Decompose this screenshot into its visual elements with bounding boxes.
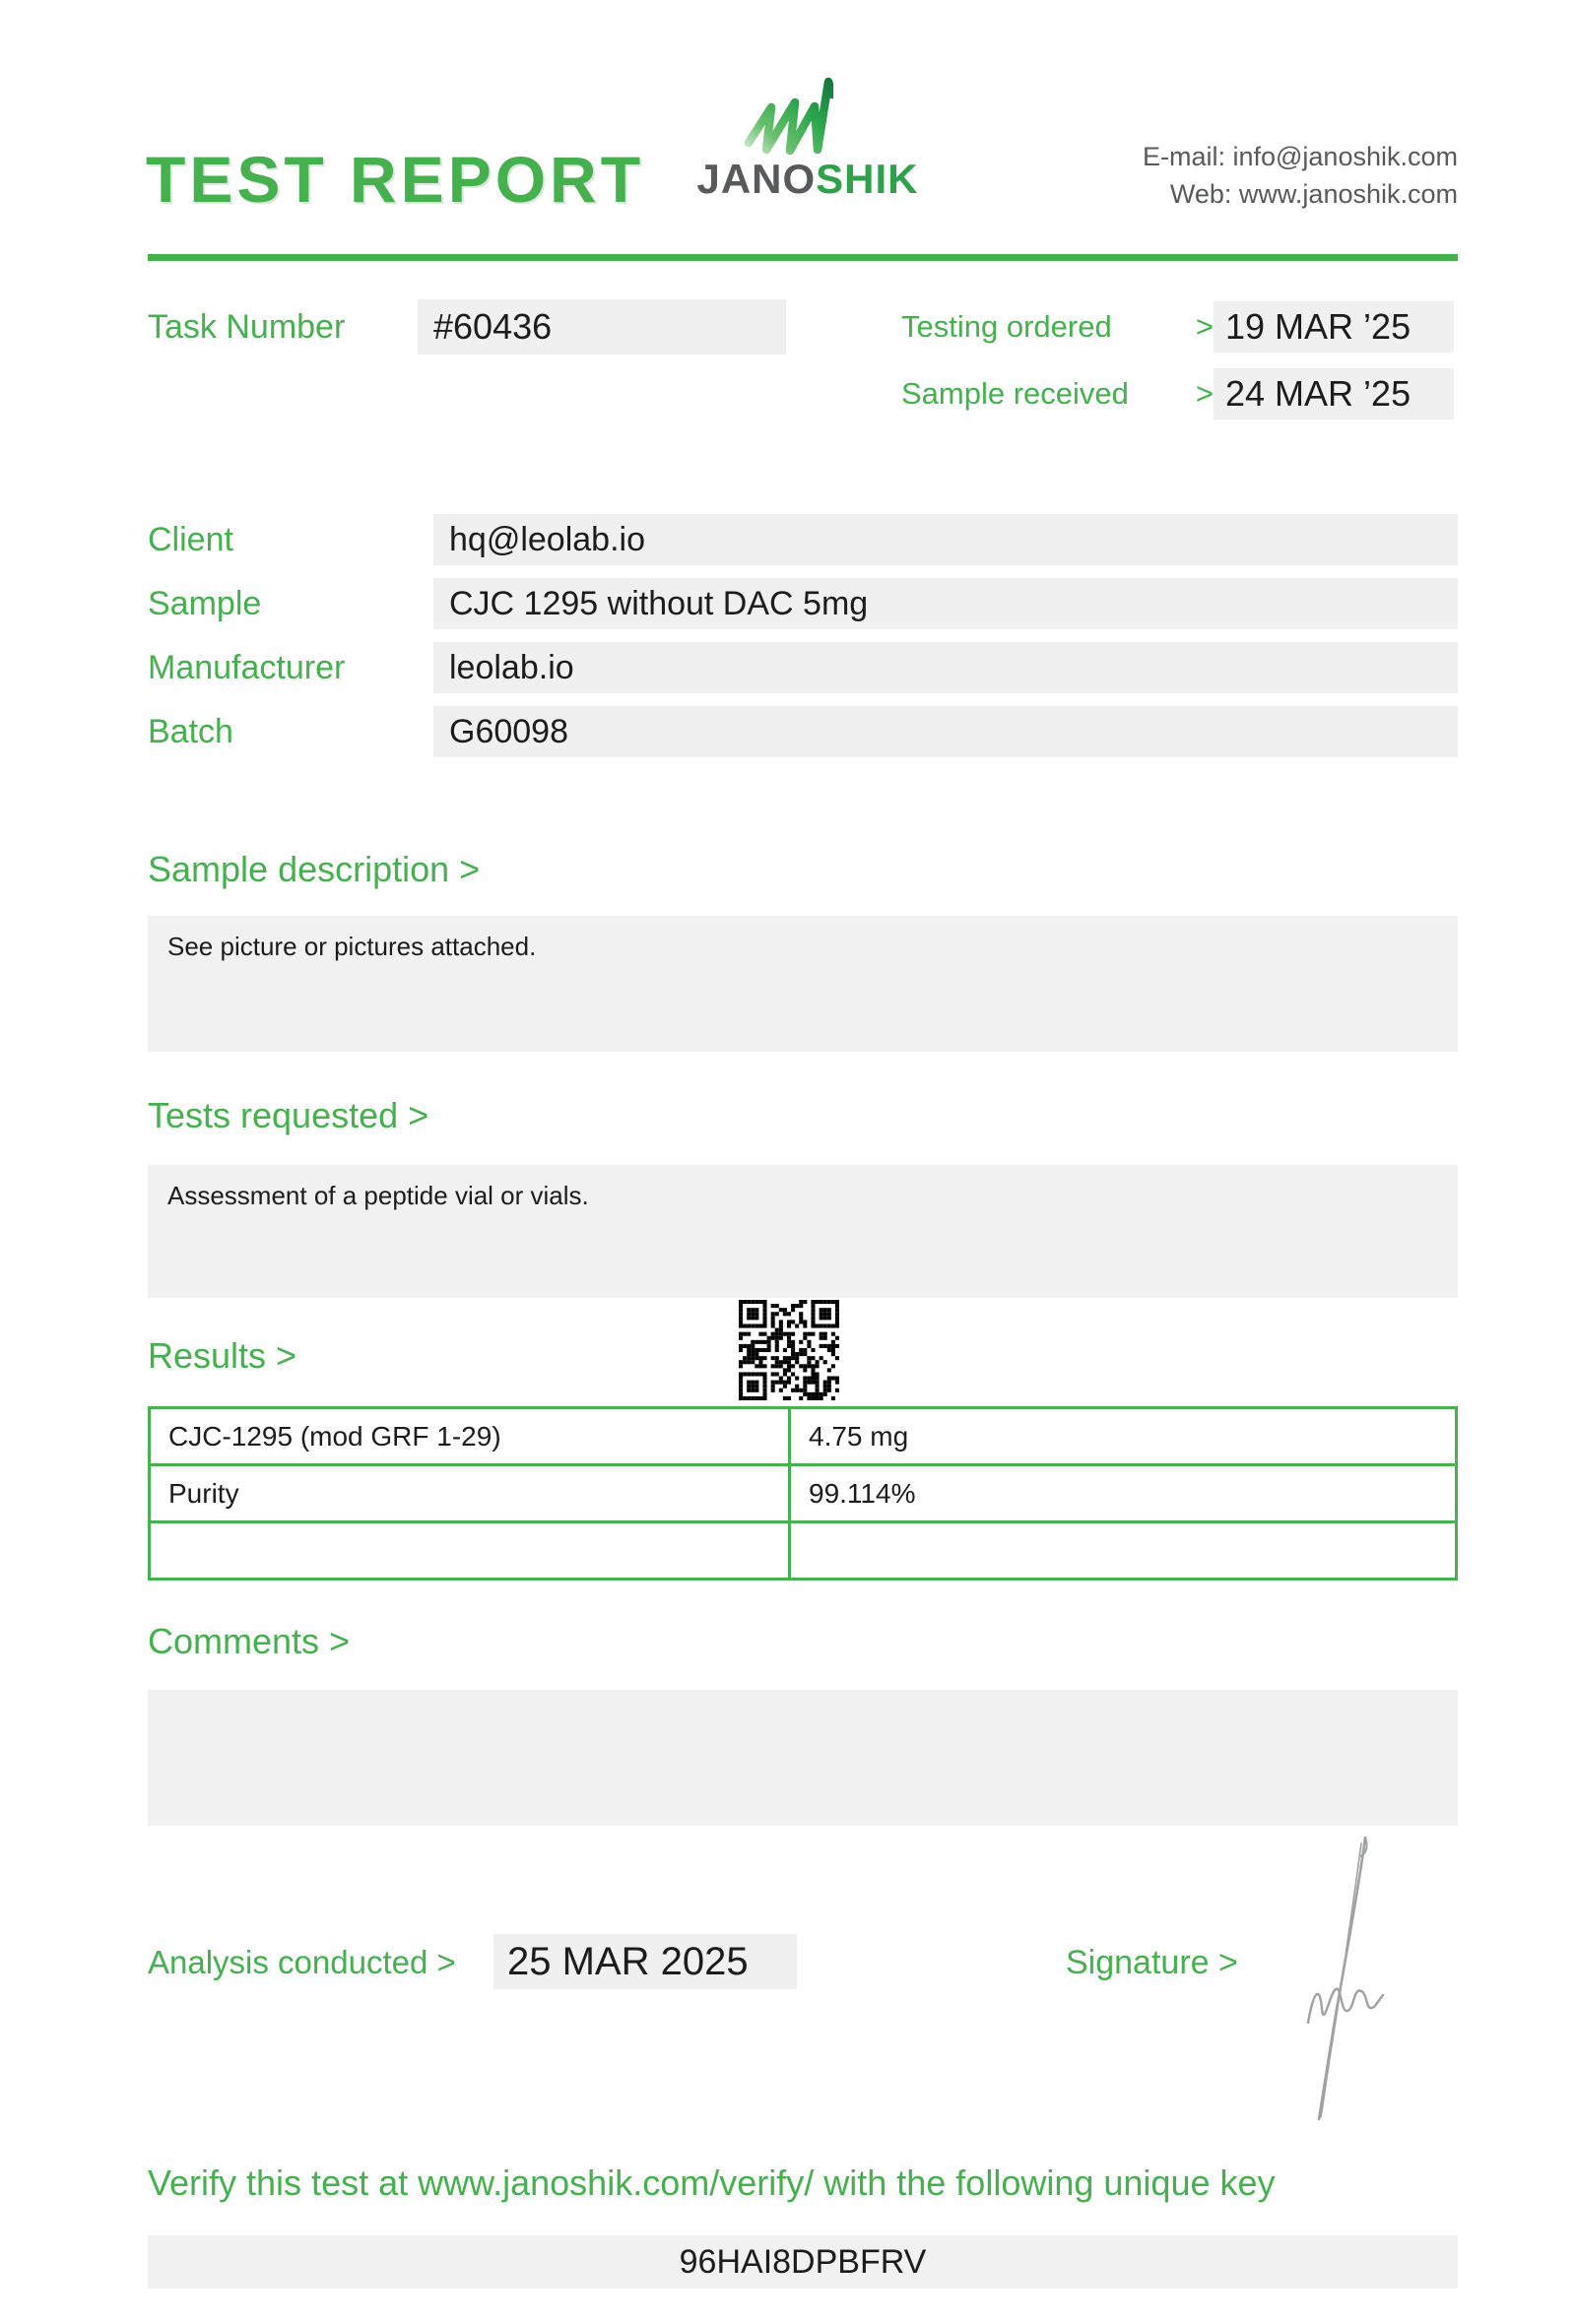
result-value-cell: 99.114% — [809, 1478, 916, 1509]
arrow-icon: > — [1195, 376, 1214, 411]
analysis-date-value: 25 MAR 2025 — [493, 1934, 797, 1989]
sample-received-label — [901, 368, 1214, 420]
signature-label: Signature > — [1066, 1944, 1238, 1981]
batch-value: G60098 — [433, 706, 1458, 757]
testing-ordered-label — [901, 301, 1214, 353]
client-label: Client — [148, 521, 233, 558]
testing-ordered-value: 19 MAR ’25 — [1214, 301, 1454, 353]
contact-web: Web: www.janoshik.com — [1169, 179, 1458, 209]
table-row — [151, 1409, 1455, 1466]
verify-instruction: Verify this test at www.janoshik.com/verify/ with the following unique key — [148, 2163, 1276, 2203]
manufacturer-value: leolab.io — [433, 642, 1458, 693]
results-heading: Results > — [148, 1335, 297, 1376]
page-title: TEST REPORT — [146, 143, 645, 216]
result-value-cell — [791, 1523, 1455, 1578]
tests-requested-text: Assessment of a peptide vial or vials. — [167, 1181, 589, 1210]
unique-key-value: 96HAI8DPBFRV — [148, 2235, 1458, 2289]
client-value: hq@leolab.io — [433, 514, 1458, 565]
table-row — [151, 1466, 1455, 1523]
logo-shik: SHIK — [816, 156, 919, 202]
result-value-cell: 4.75 mg — [809, 1421, 909, 1452]
qr-code — [739, 1300, 839, 1400]
task-number-value: #60436 — [418, 299, 786, 355]
sample-description-text: See picture or pictures attached. — [167, 932, 537, 961]
sample-value: CJC 1295 without DAC 5mg — [433, 578, 1458, 629]
logo-jano: JANO — [696, 156, 817, 202]
comments-heading: Comments > — [148, 1621, 351, 1661]
contact-info — [1143, 138, 1458, 213]
arrow-icon: > — [1195, 309, 1214, 344]
signature-image — [1271, 1830, 1418, 2130]
results-table — [148, 1406, 1458, 1581]
task-number-label: Task Number — [148, 308, 346, 346]
comments-box — [148, 1690, 1458, 1826]
result-name-cell: CJC-1295 (mod GRF 1-29) — [151, 1409, 791, 1463]
result-name-cell: Purity — [151, 1466, 791, 1520]
result-name-cell — [151, 1523, 791, 1578]
manufacturer-label: Manufacturer — [148, 649, 346, 686]
header-divider — [148, 254, 1458, 261]
sample-label: Sample — [148, 585, 262, 622]
analysis-conducted-label: Analysis conducted > — [148, 1944, 456, 1980]
sample-received-value: 24 MAR ’25 — [1214, 368, 1454, 420]
table-row — [151, 1523, 1455, 1578]
sample-received-text: Sample received — [901, 376, 1129, 411]
contact-email: E-mail: info@janoshik.com — [1142, 142, 1458, 171]
batch-label: Batch — [148, 713, 233, 750]
sample-description-heading: Sample description > — [148, 849, 481, 889]
testing-ordered-text: Testing ordered — [901, 309, 1112, 344]
logo-wordmark — [680, 156, 936, 203]
sample-description-box — [148, 916, 1458, 1052]
tests-requested-heading: Tests requested > — [148, 1095, 429, 1135]
tests-requested-box — [148, 1165, 1458, 1298]
trend-chart-icon — [745, 67, 833, 164]
